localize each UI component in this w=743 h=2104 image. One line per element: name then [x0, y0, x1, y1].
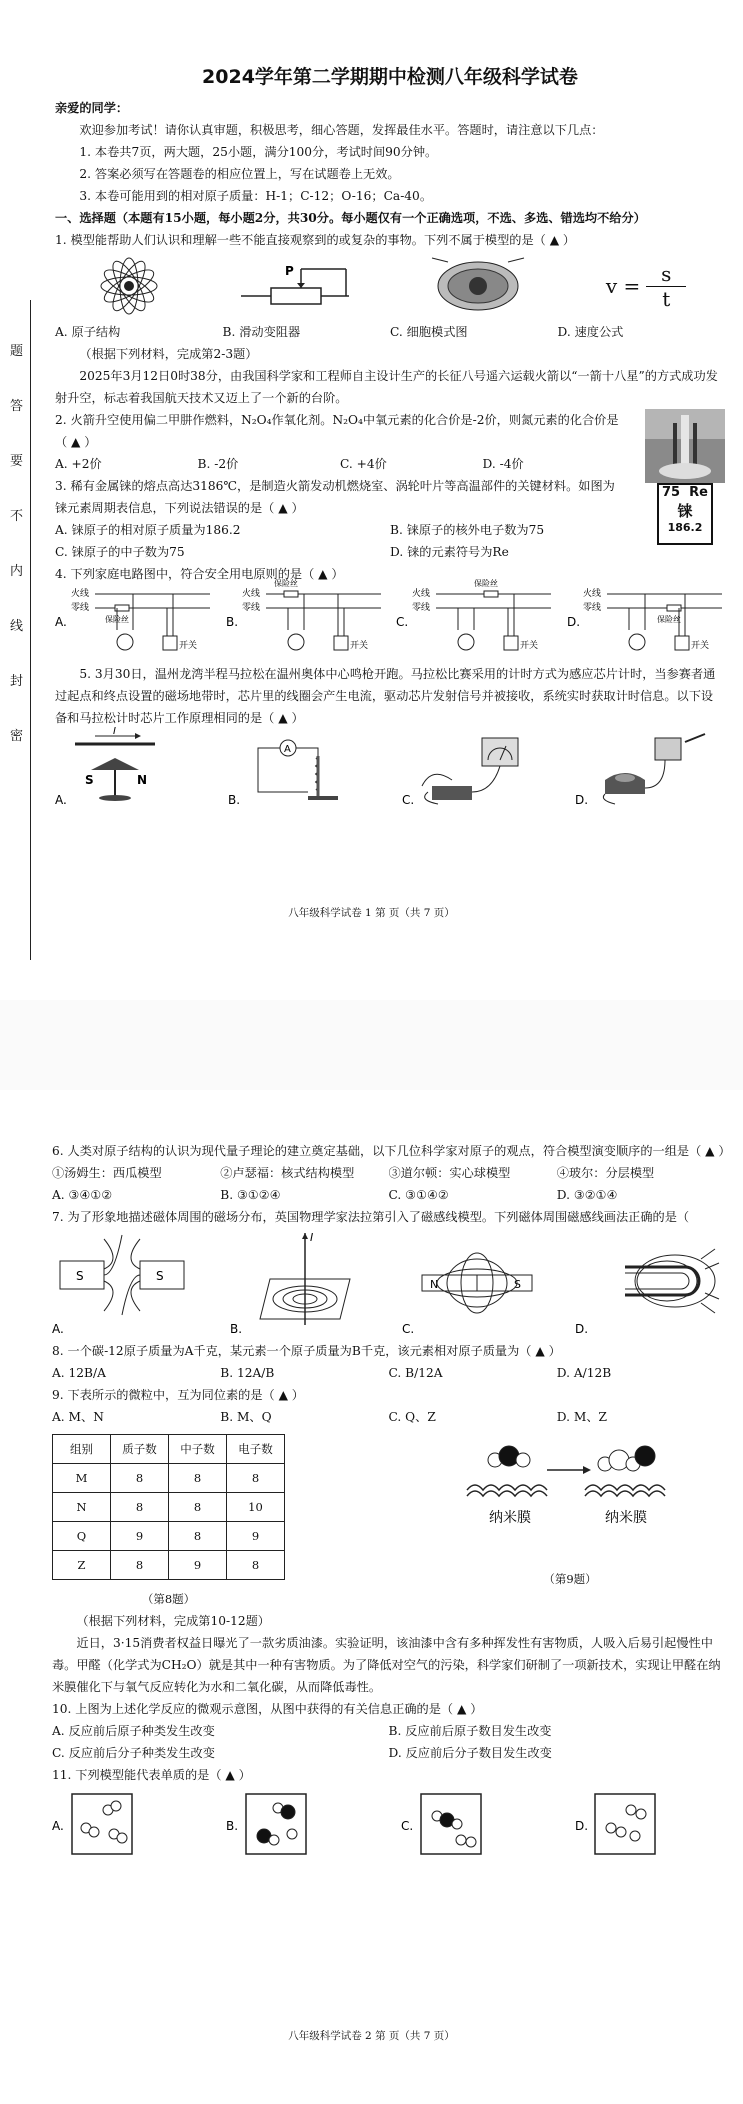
- q8-stem: 8. 一个碳-12原子质量为A千克，某元素一个原子质量为B千克，该元素相对原子质量为（ ▲ ）: [52, 1344, 561, 1358]
- seal-char: 不: [10, 509, 24, 524]
- q7-stem: 7. 为了形象地描述磁体周围的磁场分布，英国物理学家法拉第引入了磁感线模型。下列磁体周围磁感线画法正确的是（: [52, 1210, 690, 1224]
- q10-option-b[interactable]: B. 反应前后原子数目发生改变: [388, 1724, 552, 1738]
- q3-option-a[interactable]: A. 铼原子的相对原子质量为186.2: [55, 523, 241, 537]
- note-3: 3. 本卷可能用到的相对原子质量：H-1；C-12；O-16；Ca-40。: [79, 189, 433, 203]
- exam-page-1: [0, 0, 743, 1000]
- switch-wires: [508, 594, 514, 636]
- material-note-2: （根据下列材料，完成第10-12题）: [76, 1614, 270, 1628]
- q4-circuit-b: [225, 579, 384, 662]
- q5-letter-a: A.: [55, 793, 67, 807]
- q6-model-1: ①汤姆生：西瓜模型: [52, 1166, 162, 1180]
- bulb: [117, 634, 133, 650]
- exam-title: 2024学年第二学期期中检测八年级科学试卷: [202, 66, 578, 88]
- table-cell: 8: [111, 1551, 169, 1580]
- table-cell: Q: [53, 1522, 111, 1551]
- q7a-pole-s1: S: [76, 1269, 84, 1283]
- q3-option-d[interactable]: D. 铼的元素符号为Re: [390, 545, 509, 559]
- seal-char: 内: [10, 564, 24, 579]
- ammeter-label: A: [284, 744, 292, 755]
- q9-option-c[interactable]: C. Q、Z: [388, 1410, 436, 1424]
- q2-options: [55, 453, 625, 475]
- bulb: [629, 634, 645, 650]
- element-name: 铼: [677, 502, 693, 520]
- table-cell: 8: [227, 1551, 285, 1580]
- intro-text: 欢迎参加考试！请你认真审题，积极思考，细心答题，发挥最佳水平。答题时，请注意以下几点：: [79, 123, 604, 137]
- formula-numerator: s: [661, 261, 672, 286]
- q3-stem: 3. 稀有金属铼的熔点高达3186℃，是制造火箭发动机燃烧室、涡轮叶片等高温部件的关键材料。如图为铼元素周期表信息，下列说法错误的是（ ▲ ）: [55, 479, 615, 515]
- table-cell: N: [53, 1493, 111, 1522]
- q8-options: [52, 1362, 725, 1384]
- q4-circuits: [55, 579, 725, 663]
- q7-figure-c: [402, 1229, 552, 1339]
- seal-line-text: [10, 345, 28, 785]
- section-1-heading: 一、选择题（本题有15小题，每小题2分，共30分。每小题仅有一个正确选项，不选、多选、错选均不给分）: [55, 211, 646, 225]
- q9-option-d[interactable]: D. M、Z: [556, 1410, 607, 1424]
- bulb-wires: [629, 594, 645, 630]
- fuse-label: 保险丝: [656, 615, 681, 624]
- q7-figure-a: [52, 1229, 207, 1339]
- socket: [675, 636, 689, 650]
- live-wire-label: 火线: [412, 589, 431, 599]
- q6-options: [52, 1184, 725, 1206]
- seal-char: 封: [10, 674, 24, 689]
- q2-option-b[interactable]: B. -2价: [197, 457, 239, 471]
- table-header-row: [53, 1435, 285, 1464]
- q9-table-block: [52, 1434, 285, 1610]
- q7-current-label: I: [309, 1231, 313, 1244]
- table-cell: 9: [227, 1522, 285, 1551]
- q6-models: [52, 1162, 725, 1184]
- q8-option-b[interactable]: B. 12A/B: [220, 1366, 275, 1380]
- seal-char: 线: [10, 619, 24, 634]
- neutral-wire-label: 零线: [71, 603, 90, 613]
- rocket-passage: 2025年3月12日0时38分，由我国科学家和工程师自主设计生产的长征八号遥六运载火箭以“一箭十八星”的方式成功发射升空，标志着我国航天技术又迈上了一个新的台阶。: [55, 369, 718, 405]
- switch-wires: [167, 594, 173, 636]
- table-cell: 8: [111, 1464, 169, 1493]
- q5-figures: [55, 726, 725, 811]
- switch-label: 开关: [349, 641, 368, 651]
- table-row: [53, 1493, 285, 1522]
- q2-option-c[interactable]: C. +4价: [340, 457, 387, 471]
- table-cell: 8: [169, 1464, 227, 1493]
- q6-model-2: ②卢瑟福：核式结构模型: [220, 1166, 355, 1180]
- formula-denominator: t: [646, 286, 686, 311]
- neutral-wire-label: 零线: [412, 603, 431, 613]
- table-cell: 8: [169, 1493, 227, 1522]
- table-cell: 9: [111, 1522, 169, 1551]
- q2-block: [55, 409, 725, 475]
- q6-option-a[interactable]: A. ③④①②: [52, 1188, 113, 1202]
- table-cell: Z: [53, 1551, 111, 1580]
- fuse-label: 保险丝: [105, 615, 129, 624]
- q10-stem: 10. 上图为上述化学反应的微观示意图，从图中获得的有关信息正确的是（ ▲ ）: [52, 1702, 483, 1716]
- q7-letter-b: B.: [229, 1322, 242, 1336]
- q5-device-d: [575, 730, 725, 810]
- exam-page-2: [0, 1090, 743, 2090]
- q4-letter: D.: [566, 615, 581, 629]
- table-cell: 8: [169, 1522, 227, 1551]
- seal-char: 密: [10, 729, 24, 744]
- q2-option-a[interactable]: A. +2价: [55, 457, 102, 471]
- q1-figures: [55, 255, 725, 317]
- bulb: [458, 634, 474, 650]
- membrane-label-2: 纳米膜: [605, 1510, 647, 1526]
- atom-model-figure: [94, 256, 164, 316]
- q10-option-a[interactable]: A. 反应前后原子种类发生改变: [52, 1724, 215, 1738]
- bulb-wires: [117, 594, 133, 630]
- q11-letter-c: C.: [400, 1819, 413, 1833]
- q1-option-d[interactable]: D. 速度公式: [557, 325, 624, 339]
- q4-letter: A.: [55, 615, 67, 629]
- q10-option-d[interactable]: D. 反应前后分子数目发生改变: [388, 1746, 552, 1760]
- rocket-photo: [645, 409, 725, 483]
- q7c-pole-n: N: [430, 1278, 439, 1291]
- q6-option-c[interactable]: C. ③①④②: [388, 1188, 449, 1202]
- q7a-pole-s2: S: [156, 1269, 164, 1283]
- q7-figures: [52, 1228, 725, 1340]
- seal-char: 要: [10, 454, 24, 469]
- q5-device-b: [228, 730, 378, 810]
- q5-stem: 5. 3月30日，温州龙湾半程马拉松在温州奥体中心鸣枪开跑。马拉松比赛采用的计时方式为感应芯片计时，当参赛者通过起点和终点设置的磁场地带时，芯片里的线圈会产生电流，驱动芯片发射信号并被接收，系统实时获取计时信息。以下设备和马拉松计时芯片工作原理相同的是（ ▲ ）: [55, 667, 716, 725]
- q4-circuit-a: [55, 586, 213, 662]
- q10-options: [52, 1720, 725, 1764]
- fuse: [484, 591, 498, 597]
- note-1: 1. 本卷共7页，两大题，25小题，满分100分，考试时间90分钟。: [79, 145, 438, 159]
- q7-letter-c: C.: [402, 1322, 415, 1336]
- page-1-footer: 八年级科学试卷 1 第 页（共 7 页）: [288, 907, 455, 919]
- cell-model-figure: [428, 256, 528, 316]
- page-gap: [0, 1000, 743, 1090]
- q11-letter-a: A.: [52, 1819, 64, 1833]
- q8-option-c[interactable]: C. B/12A: [388, 1366, 443, 1380]
- q8-option-a[interactable]: A. 12B/A: [52, 1366, 106, 1380]
- q3-option-b[interactable]: B. 铼原子的核外电子数为75: [390, 523, 545, 537]
- table-header: 组别: [53, 1435, 111, 1464]
- speed-formula: [606, 262, 686, 311]
- bulb-wires: [458, 608, 474, 630]
- q9-options: [52, 1406, 725, 1428]
- q11-stem: 11. 下列模型能代表单质的是（ ▲ ）: [52, 1768, 251, 1782]
- live-wire-label: 火线: [241, 589, 260, 599]
- q6-model-3: ③道尔顿：实心球模型: [388, 1166, 511, 1180]
- q5-pole-s: S: [85, 773, 94, 787]
- table-caption: （第8题）: [141, 1592, 196, 1606]
- q1-option-b[interactable]: B. 滑动变阻器: [222, 325, 301, 339]
- q5-letter-d: D.: [574, 793, 589, 807]
- element-number: 75: [662, 485, 681, 500]
- q1-options: [55, 321, 725, 343]
- neutral-wire-label: 零线: [582, 603, 601, 613]
- q4-letter: C.: [396, 615, 409, 629]
- q9-option-a[interactable]: A. M、N: [52, 1410, 104, 1424]
- q9-membrane-block: [455, 1434, 685, 1590]
- rhenium-element-card: [657, 483, 713, 545]
- q5-device-c: [402, 730, 552, 810]
- q6-stem: 6. 人类对原子结构的认识为现代量子理论的建立奠定基础，以下几位科学家对原子的观点，符合模型演变顺序的一组是（ ▲ ）: [52, 1144, 731, 1158]
- q7-letter-d: D.: [574, 1322, 589, 1336]
- q3-options: [55, 519, 725, 563]
- table-cell: 10: [227, 1493, 285, 1522]
- q11-model-b: [226, 1788, 376, 1860]
- rheostat-label: P: [285, 264, 294, 278]
- table-row: [53, 1551, 285, 1580]
- membrane-label-1: 纳米膜: [489, 1510, 531, 1526]
- q7-figure-b: [230, 1229, 380, 1339]
- element-mass: 186.2: [667, 521, 703, 534]
- q4-stem: 4. 下列家庭电路图中，符合安全用电原则的是（ ▲ ）: [55, 567, 344, 581]
- q10-option-c[interactable]: C. 反应前后分子种类发生改变: [52, 1746, 215, 1760]
- binding-line: [30, 300, 31, 960]
- q4-circuit-d: [567, 586, 725, 662]
- q11-model-c: [401, 1788, 551, 1860]
- q4-letter: B.: [225, 615, 238, 629]
- switch-wires: [338, 594, 344, 636]
- greeting: 亲爱的同学：: [55, 101, 129, 115]
- rheostat-figure: [241, 261, 351, 311]
- socket: [504, 636, 518, 650]
- table-cell: 9: [169, 1551, 227, 1580]
- q6-option-b[interactable]: B. ③①②④: [220, 1188, 281, 1202]
- q1-option-c[interactable]: C. 细胞模式图: [390, 325, 468, 339]
- bulb: [288, 634, 304, 650]
- table-row: [53, 1464, 285, 1493]
- q4-circuit-c: [396, 579, 554, 662]
- membrane-caption: （第9题）: [543, 1572, 597, 1586]
- q5-pole-n: N: [137, 773, 148, 787]
- q1-stem: 1. 模型能帮助人们认识和理解一些不能直接观察到的或复杂的事物。下列不属于模型的是（ ▲ ）: [55, 233, 576, 247]
- nano-membrane-figure: [455, 1434, 685, 1534]
- seal-char: 答: [10, 399, 24, 414]
- live-wire-label: 火线: [71, 589, 90, 599]
- q9-figure-row: [52, 1434, 725, 1610]
- q5-current-label: I: [113, 726, 116, 737]
- q11-model-d: [575, 1788, 725, 1860]
- q11-letter-b: B.: [226, 1819, 239, 1833]
- table-header: 质子数: [111, 1435, 169, 1464]
- q11-letter-d: D.: [574, 1819, 589, 1833]
- material-note-1: （根据下列材料，完成第2-3题）: [79, 347, 258, 361]
- live-wire-label: 火线: [582, 589, 601, 599]
- q8-option-d[interactable]: D. A/12B: [556, 1366, 612, 1380]
- paint-passage: 近日，3·15消费者权益日曝光了一款劣质油漆。实验证明，该油漆中含有多种挥发性有害物质，人吸入后易引起慢性中毒。甲醛（化学式为CH₂O）就是其中一种有害物质。为了降低对空气的污染，科学家们研制了一项新技术，实现让甲醛在纳米膜催化下与氧气反应转化为水和二氧化碳，从而降低毒性。: [52, 1636, 721, 1694]
- q1-option-a[interactable]: A. 原子结构: [55, 325, 121, 339]
- table-header: 中子数: [169, 1435, 227, 1464]
- element-symbol: Re: [689, 485, 708, 500]
- q9-stem: 9. 下表所示的微粒中，互为同位素的是（ ▲ ）: [52, 1388, 304, 1402]
- page-2-footer: 八年级科学试卷 2 第 页（共 7 页）: [288, 2030, 455, 2042]
- socket: [163, 636, 177, 650]
- q5-letter-c: C.: [401, 793, 414, 807]
- formula-lhs: v =: [605, 274, 641, 298]
- fuse-label: 保险丝: [273, 579, 298, 588]
- q7-figure-d: [575, 1229, 725, 1339]
- note-2: 2. 答案必须写在答题卷的相应位置上，写在试题卷上无效。: [79, 167, 400, 181]
- socket: [334, 636, 348, 650]
- neutral-wire-label: 零线: [241, 603, 260, 613]
- q7c-pole-s: S: [514, 1278, 522, 1291]
- q2-stem: 2. 火箭升空使用偏二甲肼作燃料，N₂O₄作氧化剂。N₂O₄中氧元素的化合价是-2价，则氮元素的化合价是（ ▲ ）: [55, 413, 619, 449]
- q2-option-d[interactable]: D. -4价: [482, 457, 524, 471]
- q7-letter-a: A.: [52, 1322, 64, 1336]
- table-cell: 8: [111, 1493, 169, 1522]
- q6-option-d[interactable]: D. ③②①④: [556, 1188, 618, 1202]
- q5-device-a: [55, 726, 205, 810]
- bulb-wires: [288, 594, 304, 630]
- table-cell: M: [53, 1464, 111, 1493]
- q3-block: [55, 475, 725, 563]
- q3-option-c[interactable]: C. 铼原子的中子数为75: [55, 545, 185, 559]
- q9-option-b[interactable]: B. M、Q: [220, 1410, 272, 1424]
- switch-label: 开关: [520, 641, 539, 651]
- seal-char: 题: [10, 344, 24, 359]
- q11-figures: [52, 1786, 725, 1862]
- q5-letter-b: B.: [228, 793, 241, 807]
- table-row: [53, 1522, 285, 1551]
- table-header: 电子数: [227, 1435, 285, 1464]
- q6-model-4: ④玻尔：分层模型: [556, 1166, 655, 1180]
- fuse: [284, 591, 298, 597]
- fuse-label: 保险丝: [474, 579, 499, 588]
- particle-table: [52, 1434, 285, 1580]
- table-cell: 8: [227, 1464, 285, 1493]
- switch-label: 开关: [690, 641, 709, 651]
- q11-model-a: [52, 1788, 202, 1860]
- switch-label: 开关: [179, 641, 198, 651]
